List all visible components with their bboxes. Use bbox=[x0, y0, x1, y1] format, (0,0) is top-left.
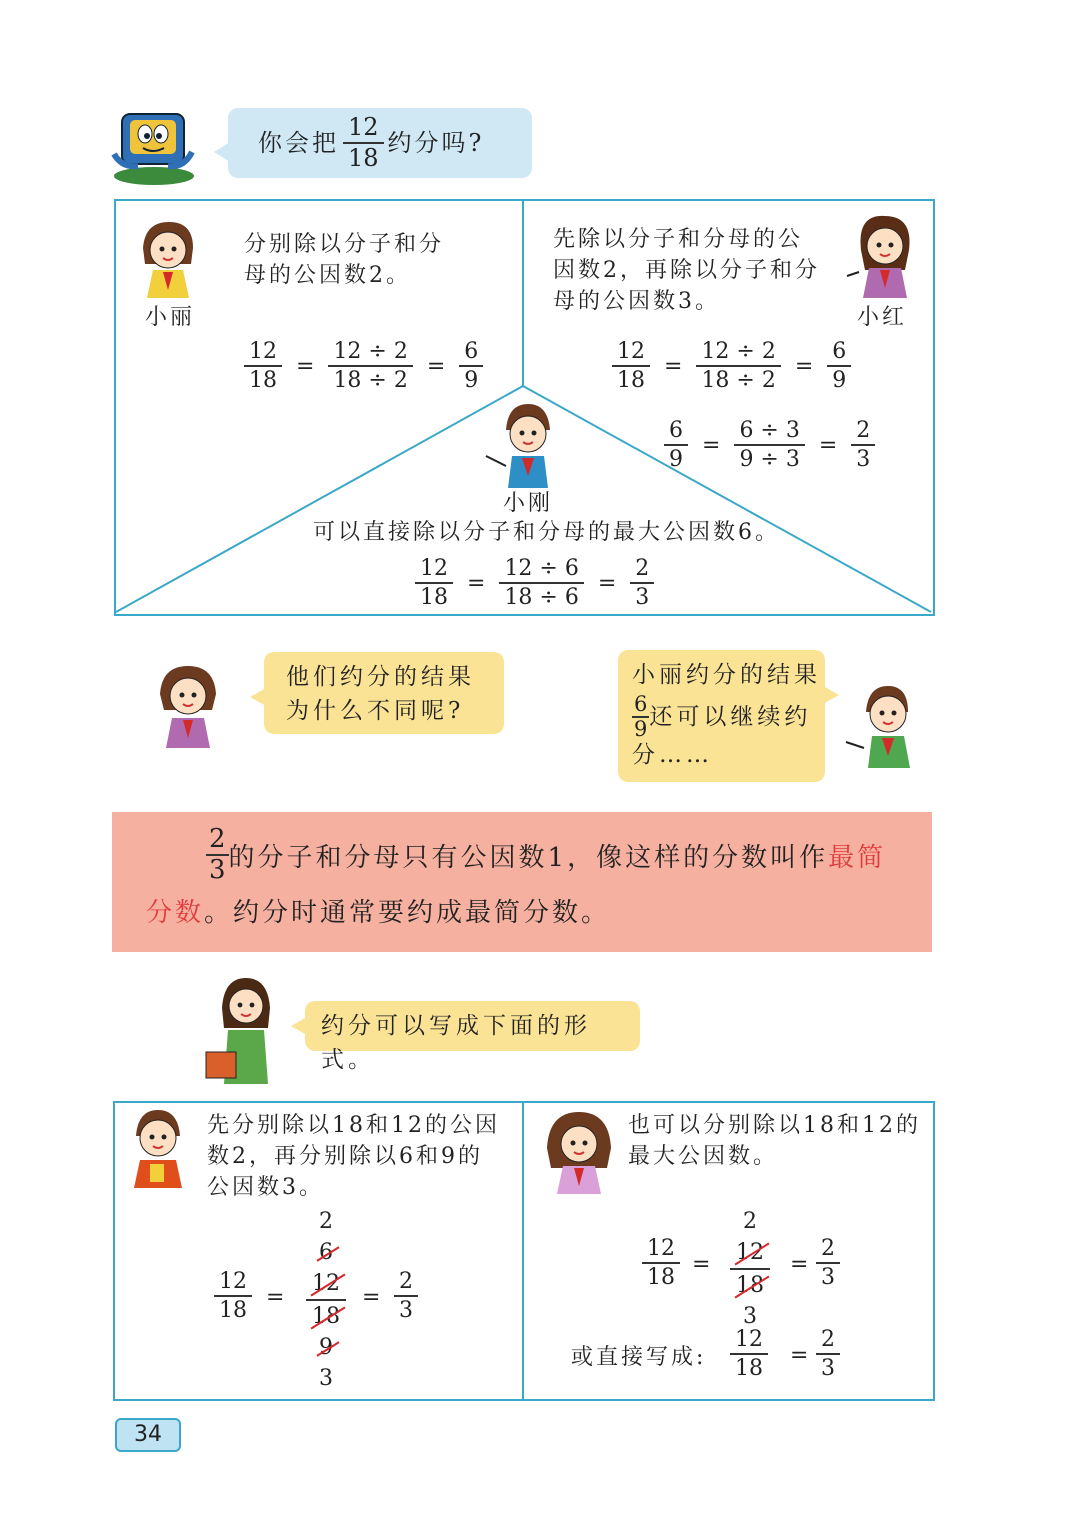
xiaogang-text: 可以直接除以分子和分母的最大公因数6。 bbox=[313, 520, 780, 545]
bottom-right-fraction-d: $\frac{12}{18}$ bbox=[730, 1328, 768, 1380]
bottom-right-fraction-e: $\frac{2}{3}$ bbox=[816, 1328, 840, 1380]
cancellation-stack-right: 2 12 18 3 bbox=[730, 1206, 770, 1332]
bottom-left-text: 先分别除以18和12的公因 数2，再分别除以6和9的 公因数3。 bbox=[207, 1113, 500, 1200]
teacher-avatar bbox=[204, 974, 284, 1084]
direct-write-label: 或直接写成: bbox=[571, 1345, 707, 1370]
xiaohong-avatar bbox=[843, 210, 923, 298]
bottom-left-fraction-a: $\frac{12}{18}$ bbox=[214, 1270, 252, 1322]
xiaoli-text: 分别除以分子和分 母的公因数2。 bbox=[244, 232, 445, 288]
xiaogang-avatar bbox=[484, 400, 564, 488]
boy-bottom-avatar bbox=[122, 1106, 198, 1188]
xiaogang-equation: $\frac{12}{18}$ = $\frac{12 \div 6}{18 \div 6}$ = $\frac{2}{3}$ bbox=[415, 557, 654, 609]
xiaoli-equation: $\frac{12}{18}$ = $\frac{12 \div 2}{18 \div 2}$ = $\frac{6}{9}$ bbox=[244, 340, 483, 392]
girl-bottom-avatar bbox=[541, 1108, 617, 1194]
term-simplest-2: 分数 bbox=[146, 898, 205, 928]
computer-mascot-icon bbox=[108, 108, 203, 186]
question-bubble: 你会把 $\frac{12}{18}$ 约分吗? bbox=[228, 108, 532, 178]
xiaogang-name: 小刚 bbox=[503, 491, 554, 516]
answer-bubble: 小丽约分的结果 $\frac{6}{9}$ 还可以继续约 分…… bbox=[618, 650, 825, 782]
definition-box: $\frac{2}{3}$ 的分子和分母只有公因数1，像这样的分数叫作 最简 分数。约分时通常要约成最简分数。 bbox=[112, 812, 932, 952]
question-bubble-why: 他们约分的结果 为什么不同呢? bbox=[264, 652, 504, 734]
bottom-right-text: 也可以分别除以18和12的 最大公因数。 bbox=[628, 1113, 921, 1169]
xiaohong-name: 小红 bbox=[857, 305, 908, 330]
cancellation-stack-left: 2 6 12 18 9 3 bbox=[306, 1206, 346, 1394]
page-number: 34 bbox=[115, 1418, 181, 1452]
xiaohong-text: 先除以分子和分母的公 因数2，再除以分子和分 母的公因数3。 bbox=[553, 227, 820, 314]
bottom-right-fraction-a: $\frac{12}{18}$ bbox=[642, 1237, 680, 1289]
bottom-left-fraction-c: $\frac{2}{3}$ bbox=[394, 1270, 418, 1322]
xiaohong-equation-1: $\frac{12}{18}$ = $\frac{12 \div 2}{18 \div 2}$ = $\frac{6}{9}$ bbox=[612, 340, 851, 392]
bottom-right-fraction-c: $\frac{2}{3}$ bbox=[816, 1237, 840, 1289]
term-simplest-1: 最简 bbox=[828, 842, 887, 873]
xiaohong-equation-2: $\frac{6}{9}$ = $\frac{6 \div 3}{9 \div 3}$ = $\frac{2}{3}$ bbox=[664, 419, 875, 471]
notation-panel-divider bbox=[522, 1101, 524, 1399]
xiaoli-name: 小丽 bbox=[145, 305, 196, 330]
girl-asking-avatar bbox=[150, 660, 230, 748]
equals-sign: = bbox=[790, 1252, 809, 1277]
xiaoli-avatar bbox=[133, 218, 203, 298]
boy-answering-avatar bbox=[842, 682, 922, 768]
equals-sign: = bbox=[790, 1343, 809, 1368]
equals-sign: = bbox=[266, 1285, 285, 1310]
equals-sign: = bbox=[362, 1285, 381, 1310]
teacher-bubble: 约分可以写成下面的形式。 bbox=[305, 1001, 640, 1051]
equals-sign: = bbox=[692, 1252, 711, 1277]
